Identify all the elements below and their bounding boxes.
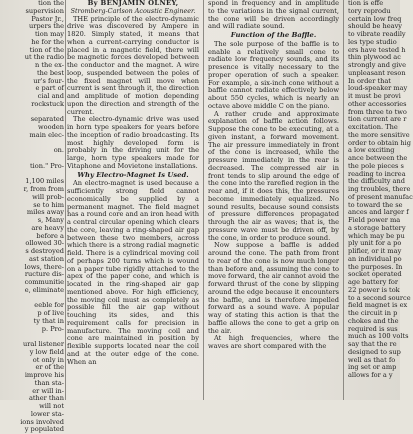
cropped-text-line: the circuit in p — [348, 309, 398, 317]
cropped-text-line: strongly and give — [348, 61, 407, 69]
cropped-text-line: er will in- — [32, 386, 64, 395]
cropped-text-line: reading to increa — [348, 169, 406, 178]
cropped-text-line: y low field — [29, 347, 64, 356]
cropped-text-line: lows, there- — [24, 262, 64, 271]
cropped-text-line: the more sensitive — [348, 130, 410, 139]
article-paragraph: THE principle of the electro-dynamic drive was discovered by Ampere in 1820. Simply stated, it means that when a current-carrying conductor is placed in a magnetic field, there will be magnetic forces developed between the conductor and the magnet. A wire loop, suspended between the poles of the fixed magnet will move when current is sent through it, the direction and amplitude of motion depending upon the direction and strength of the current. — [67, 14, 199, 116]
cropped-text-line: eeble for — [34, 301, 64, 310]
article-column-2 — [208, 0, 339, 400]
cropped-text-line: miles away — [26, 208, 64, 217]
article-paragraph: The electro-dynamic drive was used in horn type speakers for years before the inception of radio broadcasting. Its most highly developed form is probably in the driving unit for the large, horn type speakers made for Vitaphone and Movietone installations. — [67, 115, 199, 170]
cropped-text-line: the pole pieces s — [348, 161, 404, 170]
cropped-text-line: ance between the — [348, 154, 408, 162]
cropped-text-line: r, from from — [23, 185, 64, 193]
cropped-text-line: it must be provi — [348, 92, 401, 100]
cropped-text-line: loud-speaker may — [348, 84, 408, 93]
cropped-text-line: ot only in — [32, 355, 64, 364]
cropped-text-line: ur's four- — [33, 76, 64, 85]
cropped-text-line: n the ex- — [35, 61, 64, 69]
cropped-text-line: excitation. The — [348, 123, 398, 131]
cropped-text-line: tion of the — [29, 45, 64, 54]
cropped-text-line: the purposes. In — [348, 262, 403, 271]
article-paragraph: The sole purpose of the baffle is to enable a relatively small cone to radiate low frequency sounds, and its presence is vitally necessary to the proper operation of such a speaker. For example, a six-inch cone without a baffle cannot radiate effectively below about 550 cycles, which is nearly an octave above middle C on the piano. — [208, 39, 339, 110]
cropped-text-line: of present manufac — [348, 192, 413, 201]
cropped-text-line: on. — [53, 146, 64, 155]
cropped-text-line: tion." Pro- — [30, 161, 64, 170]
cropped-text-line: Pastor Jr., — [31, 14, 64, 23]
cropped-text-line: ances and larger f — [348, 208, 409, 217]
cropped-text-line: socket operated — [348, 270, 402, 279]
cropped-text-line: e part of — [35, 84, 64, 93]
cropped-text-line: s destroyed — [25, 247, 64, 255]
cropped-text-line: a storage battery — [348, 223, 406, 232]
cropped-text-line: before a — [36, 231, 64, 240]
cropped-text-line: ply unit for a po — [348, 239, 402, 248]
cropped-text-line: ing troubles, there — [348, 185, 411, 193]
cropped-text-line: unpleasant reson — [348, 68, 406, 77]
cropped-text-line: ollowed 30- — [25, 239, 64, 248]
cropped-text-line: main elec- — [29, 130, 64, 139]
left-cropped-column — [0, 0, 64, 434]
cropped-text-line: er of the — [35, 363, 64, 372]
cropped-text-line: order to obtain hig — [348, 138, 412, 147]
cropped-text-line: ing set or amp — [348, 363, 397, 372]
cropped-text-line: field magnet is ex — [348, 301, 408, 310]
cropped-text-line: certain low freq — [348, 14, 402, 23]
cropped-text-line: designed to sup — [348, 347, 401, 356]
cropped-text-line: ast station — [28, 254, 64, 263]
cropped-text-line: much as 100 volts — [348, 332, 409, 341]
cropped-text-line: a low exciting — [348, 146, 395, 155]
cropped-text-line: an individual po — [348, 254, 402, 263]
cropped-text-line: say that the re — [348, 340, 397, 348]
article-paragraph: At high frequencies, where the waves are short compared with the — [208, 334, 339, 350]
cropped-text-line: tion current are r — [348, 115, 407, 124]
cropped-text-line: p of live — [37, 309, 64, 317]
cropped-text-line: cial and — [37, 92, 64, 100]
cropped-text-line: required is sus — [348, 324, 398, 333]
cropped-text-line: ers have tested h — [348, 45, 406, 54]
cropped-text-line: separated — [30, 115, 64, 124]
cropped-text-line: wooden — [38, 123, 64, 131]
column-rule — [203, 0, 204, 400]
cropped-text-line: tion is effe — [348, 0, 384, 7]
cropped-text-line: improve his — [24, 371, 64, 379]
article-paragraph: Now suppose a baffle is added around the cone. The path from front to rear of the cone is now much longer than before and, assuming the cone to move forward, the air cannot avoid the forward thrust of the cone by slipping around the edge because it encounters the baffle, and is therefore impelled forward as a sound wave. A popular way of stating this action is that the baffle allows the cone to get a grip on the air. — [208, 241, 339, 335]
cropped-text-line: les type studio — [348, 37, 397, 46]
article-paragraph: A rather crude and approximate explanation of baffle action follows. Suppose the cone to be executing, at a given instant, a forward movement. The air pressure immediately in front of the cone is increased, while the pressure immediately in the rear is decreased. The compressed air in front tends to slip around the edge of the cone into the rarefied region in the rear and, if it does this, the pressures become immediately equalized. No sound results, because sound consists of pressure differences propagated through the air as waves; that is, the pressure wave must be driven off, by the cone, in order to produce sound. — [208, 109, 339, 242]
cropped-text-line: ather than — [28, 394, 64, 403]
cropped-text-line: will prob- — [32, 192, 64, 201]
cropped-text-line: ions involved — [20, 417, 64, 426]
cropped-text-line: Field power ma — [348, 216, 401, 224]
cropped-text-line: age battery for — [348, 278, 399, 286]
cropped-text-line: supervision — [25, 6, 64, 15]
cropped-text-line: than sta- — [34, 378, 64, 387]
article-paragraph: An electro-magnet is used because a sufficiently strong field cannot economically be supplied by a permanent magnet. The field magnet has a round core and an iron head with a central circular opening which clears the core, leaving a ring-shaped air gap between these two members, across which there is a strong radial magnetic field. There is a cylindrical moving coil of perhaps 200 turns which is wound on a paper tube rigidly attached to the apex of the paper cone, and which is located in the ring-shaped air gap mentioned above. For high efficiency, the moving coil must as completely as possible fill the air gap without touching its sides, and this requirement calls for precision in manufacture. The moving coil and cone are maintained in position by flexible supports located near the coil and at the outer edge of the cone. When an — [67, 179, 199, 366]
cropped-text-line: e, eliminate — [24, 285, 64, 294]
cropped-text-line: tion the — [38, 0, 64, 7]
article-byline: By BENJAMIN OLNEY, — [87, 0, 179, 7]
cropped-text-line: should be heavy — [348, 22, 403, 31]
cropped-text-line: the difficulty and — [348, 177, 405, 186]
cropped-text-line: communitie — [24, 278, 64, 286]
cropped-text-line: chokes and the — [348, 316, 399, 325]
cropped-text-line: ructure dis- — [24, 270, 64, 279]
cropped-text-line: ural listener — [23, 340, 64, 348]
cropped-text-line: which may be pu — [348, 231, 405, 240]
author-affiliation: Stromberg-Carlson Acoustic Engineer. — [70, 6, 196, 15]
cropped-text-line: y populated — [24, 425, 64, 434]
cropped-text-line: well as that fo — [348, 355, 396, 364]
cropped-text-line: thin plywood ac — [348, 53, 401, 62]
column-rule — [343, 0, 344, 400]
cropped-text-line: he for the — [31, 37, 64, 46]
cropped-text-line: ut the radio — [24, 53, 64, 62]
cropped-text-line: are heavy — [31, 223, 64, 232]
cropped-text-line: s, Many — [37, 216, 64, 224]
cropped-text-line: to toward the se — [348, 200, 403, 209]
cropped-text-line: to vibrate readily — [348, 30, 406, 38]
cropped-text-line: tion may — [35, 30, 64, 38]
cropped-text-line: p. Pro- — [41, 324, 64, 333]
article-paragraph: spond in frequency and in amplitude to the variations in the signal current, the cone will be driven accordingly and will radiate sound. — [208, 0, 339, 31]
column-rule — [65, 0, 66, 400]
cropped-text-line: the best — [36, 68, 64, 77]
cropped-text-line: from three to two — [348, 107, 407, 116]
article-subhead: Why Electro-Magnet Is Used. — [77, 170, 189, 179]
cropped-text-line: plifier, or it may — [348, 247, 402, 255]
cropped-text-line: rockstuck — [31, 99, 64, 108]
cropped-text-line: allows for a y — [348, 371, 393, 379]
cropped-text-line: 1,100 miles — [25, 177, 64, 186]
cropped-text-line: other accessories — [348, 99, 407, 108]
article-subhead: Function of the Baffle. — [230, 31, 317, 39]
cropped-text-line: In order that — [348, 76, 391, 85]
cropped-text-line: will not — [39, 402, 64, 410]
cropped-text-line: to a second source — [348, 293, 411, 302]
cropped-text-line: se to him — [33, 200, 64, 209]
right-cropped-column — [348, 0, 413, 400]
cropped-text-line: urpers the — [29, 22, 64, 31]
cropped-text-line: ty that in — [33, 316, 64, 325]
cropped-text-line: 22 power is tok — [348, 285, 400, 294]
article-column-1 — [67, 0, 199, 400]
cropped-text-line: tory reprodu — [348, 6, 391, 15]
cropped-text-line: lower sta- — [30, 409, 64, 418]
